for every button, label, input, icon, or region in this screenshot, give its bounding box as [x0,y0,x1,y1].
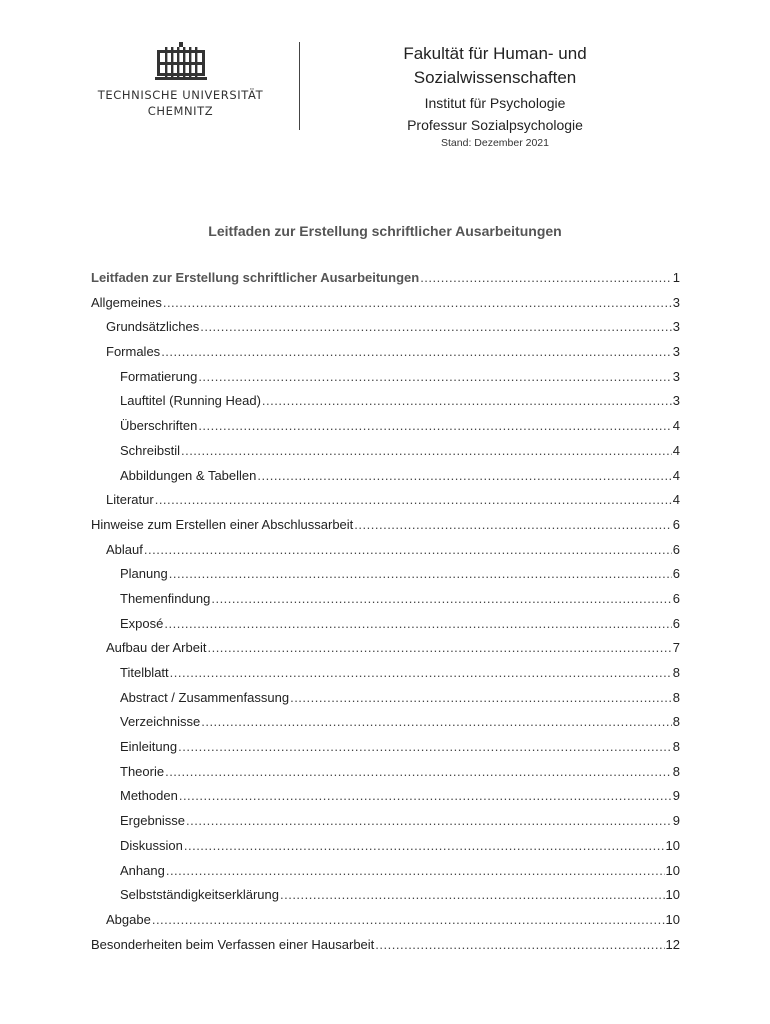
toc-entry-page: 6 [672,541,680,557]
toc-dot-leader [257,464,671,489]
toc-dot-leader [262,389,672,414]
toc-dot-leader [375,933,664,958]
toc-entry[interactable] [91,291,680,316]
toc-entry[interactable] [91,513,680,538]
toc-entry-label: Hinweise zum Erstellen einer Abschlussarbeit [91,516,354,532]
document-date: Stand: Dezember 2021 [441,137,549,149]
toc-entry[interactable] [91,834,680,859]
institute-name: Institut für Psychologie [424,95,566,111]
toc-entry-page: 10 [665,887,680,903]
toc-dot-leader [161,340,672,365]
toc-entry-page: 10 [665,911,680,927]
toc-entry-page: 4 [672,492,680,508]
toc-entry-label: Selbstständigkeitserklärung [120,887,279,903]
toc-entry-page: 12 [665,936,680,952]
toc-dot-leader [155,488,672,513]
toc-dot-leader [169,562,672,587]
toc-dot-leader [354,513,671,538]
toc-dot-leader [144,538,672,563]
toc-dot-leader [178,735,672,760]
toc-entry-label: Überschriften [120,418,198,434]
toc-dot-leader [170,661,672,686]
faculty-name-line1: Fakultät für Human- und [403,44,587,63]
toc-entry-page: 8 [672,763,680,779]
toc-entry-page: 6 [672,615,680,631]
toc-entry-label: Diskussion [120,837,183,853]
toc-entry-page: 8 [672,665,680,680]
toc-entry-label: Ablauf [106,541,143,557]
toc-entry-page: 10 [665,837,680,853]
toc-dot-leader [207,636,671,661]
toc-entry-page: 4 [672,467,680,483]
toc-entry[interactable] [91,439,680,464]
toc-dot-leader [179,784,672,809]
toc-entry-label: Themenfindung [120,590,211,606]
table-of-contents [91,266,680,957]
toc-entry[interactable] [91,883,680,908]
toc-entry[interactable] [91,735,680,760]
toc-entry[interactable] [91,636,680,661]
toc-entry-label: Schreibstil [120,442,180,458]
toc-entry-label: Leitfaden zur Erstellung schriftlicher Ausarbeitungen [91,270,420,285]
toc-entry-page: 6 [672,516,680,532]
header-divider [299,42,300,130]
toc-entry-page: 3 [672,344,680,360]
toc-entry-label: Exposé [120,615,164,631]
toc-entry-label: Besonderheiten beim Verfassen einer Hausarbeit [91,936,375,952]
toc-dot-leader [186,809,672,834]
document-title: Leitfaden zur Erstellung schriftlicher Ausarbeitungen [208,223,562,239]
faculty-name-line2: Sozialwissenschaften [413,68,577,87]
toc-entry-page: 9 [672,788,680,804]
toc-entry[interactable] [91,661,680,686]
toc-dot-leader [166,859,665,884]
toc-entry[interactable] [91,389,680,414]
toc-dot-leader [198,414,671,439]
toc-entry-page: 3 [672,393,680,409]
toc-entry[interactable] [91,859,680,884]
toc-entry-page: 3 [672,294,680,310]
toc-dot-leader [198,365,671,390]
toc-entry-label: Theorie [120,763,165,779]
toc-entry-label: Formales [106,344,161,360]
toc-entry-page: 6 [672,566,680,582]
toc-dot-leader [152,908,665,933]
toc-entry-page: 8 [672,689,680,705]
toc-entry[interactable] [91,538,680,563]
toc-entry-page: 6 [672,590,680,606]
toc-entry[interactable] [91,315,680,340]
toc-entry[interactable] [91,587,680,612]
toc-entry-label: Ergebnisse [120,813,186,829]
toc-entry-label: Literatur [106,492,154,508]
toc-dot-leader [184,834,665,859]
toc-entry-label: Anhang [120,862,165,878]
toc-entry-label: Allgemeines [91,294,162,310]
toc-entry[interactable] [91,414,680,439]
toc-entry-page: 8 [672,739,680,755]
toc-entry-page: 4 [672,418,680,434]
toc-entry-page: 3 [672,368,680,384]
toc-entry[interactable] [91,933,680,958]
toc-entry[interactable] [91,809,680,834]
toc-entry-page: 8 [672,714,680,730]
toc-entry[interactable] [91,612,680,637]
toc-entry-page: 4 [672,442,680,458]
toc-entry-label: Abgabe [106,911,151,927]
toc-dot-leader [164,612,671,637]
toc-entry[interactable] [91,562,680,587]
toc-entry-label: Formatierung [120,368,198,384]
toc-dot-leader [420,266,672,291]
toc-dot-leader [181,439,672,464]
toc-entry-page: 10 [665,862,680,878]
toc-entry-label: Einleitung [120,739,178,755]
toc-entry-label: Methoden [120,788,178,804]
toc-dot-leader [211,587,671,612]
toc-dot-leader [290,686,672,711]
toc-entry[interactable] [91,686,680,711]
toc-entry-page: 9 [672,813,680,829]
toc-dot-leader [200,315,672,340]
toc-entry[interactable] [91,488,680,513]
faculty-block [360,42,630,150]
toc-entry-label: Verzeichnisse [120,714,201,730]
toc-dot-leader [201,710,672,735]
toc-entry[interactable] [91,340,680,365]
toc-entry-label: Aufbau der Arbeit [106,640,207,656]
logo-text-line1: TECHNISCHE UNIVERSITÄT [97,88,264,102]
chair-name: Professur Sozialpsychologie [407,117,583,133]
toc-entry[interactable] [91,908,680,933]
toc-dot-leader [165,760,672,785]
toc-entry-label: Titelblatt [120,665,169,680]
toc-entry[interactable] [91,266,680,291]
toc-entry-label: Abbildungen & Tabellen [120,467,257,483]
toc-entry[interactable] [91,710,680,735]
toc-dot-leader [163,291,672,316]
toc-entry-label: Grundsätzliches [106,319,200,335]
toc-entry-page: 3 [672,319,680,335]
toc-entry-label: Planung [120,566,168,582]
toc-entry[interactable] [91,784,680,809]
logo-text-line2: CHEMNITZ [147,104,214,118]
university-building-icon [153,42,209,82]
university-logo [88,42,273,119]
toc-entry-label: Lauftitel (Running Head) [120,393,261,409]
toc-entry[interactable] [91,760,680,785]
toc-entry-page: 1 [672,270,680,285]
toc-dot-leader [280,883,665,908]
toc-entry[interactable] [91,365,680,390]
toc-entry-label: Abstract / Zusammenfassung [120,689,290,705]
toc-entry[interactable] [91,464,680,489]
toc-entry-page: 7 [672,640,680,656]
